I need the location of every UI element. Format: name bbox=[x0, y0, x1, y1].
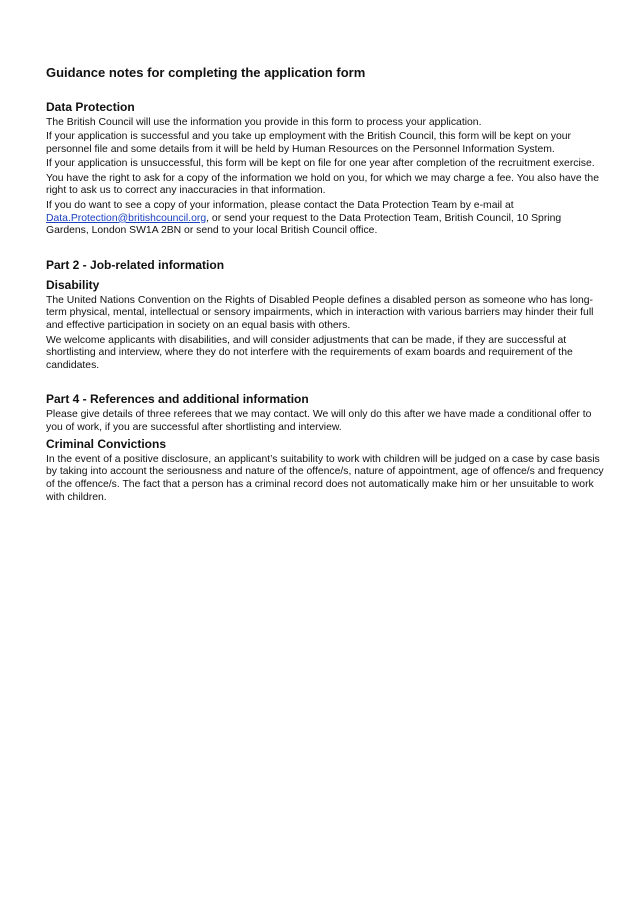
references-paragraph: Please give details of three referees that we may contact. We will only do this after we have made a conditional offer to you of work, if you are successful after shortlisting and interview. bbox=[46, 409, 592, 434]
disability-paragraph-2: We welcome applicants with disabilities, and will consider adjustments that can be made, if they are successful at shortlisting and interview, where they do not interfere with the requirements of exam boards and requirement of the candidates. bbox=[46, 334, 573, 372]
document-title: Guidance notes for completing the application form bbox=[46, 65, 366, 80]
part2-section bbox=[46, 258, 604, 373]
data-protection-section bbox=[46, 100, 604, 238]
part4-section bbox=[46, 392, 604, 504]
data-protection-email-link[interactable]: Data.Protection@britishcouncil.org bbox=[46, 212, 207, 224]
part2-heading: Part 2 - Job-related information bbox=[46, 257, 225, 272]
data-protection-heading: Data Protection bbox=[46, 100, 135, 114]
contact-text-after: , or send your request to the Data Protection Team, British Council, 10 Spring Gardens, London SW1A 2BN or send to your local British Council office. bbox=[46, 212, 562, 237]
criminal-convictions-heading: Criminal Convictions bbox=[46, 436, 167, 451]
data-protection-paragraph-1: The British Council will use the information you provide in this form to process your application. bbox=[46, 117, 482, 128]
part4-heading: Part 4 - References and additional information bbox=[46, 392, 309, 407]
contact-text-before: If you do want to see a copy of your information, please contact the Data Protection Team by e-mail at bbox=[46, 199, 514, 211]
disability-heading: Disability bbox=[46, 277, 100, 292]
data-protection-paragraph-4: You have the right to ask for a copy of the information we hold on you, for which we may charge a fee. You also have the right to ask us to correct any inaccuracies in that information. bbox=[46, 172, 599, 197]
data-protection-paragraph-5 bbox=[46, 200, 604, 238]
section-spacer bbox=[46, 240, 604, 258]
section-spacer bbox=[46, 374, 604, 392]
criminal-convictions-paragraph: In the event of a positive disclosure, an applicant’s suitability to work with children will be judged on a case by case basis by taking into account the seriousness and nature of the offence/s, nature of appointment, age of offence/s and frequency of the offence/s. The fact that a person has a criminal record does not automatically make him or her unsuitable to work with children. bbox=[46, 453, 604, 503]
data-protection-paragraph-3: If your application is unsuccessful, this form will be kept on file for one year after completion of the recruitment exercise. bbox=[46, 158, 595, 170]
disability-paragraph-1: The United Nations Convention on the Rights of Disabled People defines a disabled person as someone who has long-term physical, mental, intellectual or sensory impairments, which in interaction with various barriers may hinder their full and effective participation in society on an equal basis with others. bbox=[46, 294, 594, 332]
data-protection-paragraph-2: If your application is successful and you take up employment with the British Council, this form will be kept on your personnel file and some details from it will be held by Human Resources on the Personnel Information System. bbox=[46, 131, 571, 156]
document-body bbox=[46, 100, 604, 506]
